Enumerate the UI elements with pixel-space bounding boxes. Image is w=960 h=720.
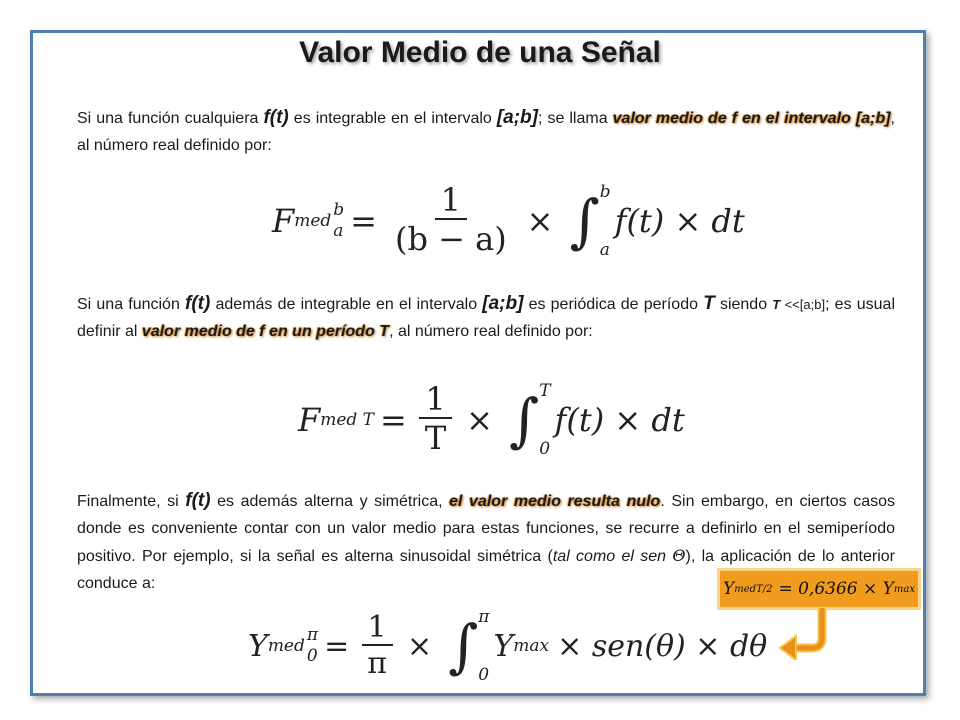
integral-sign: ∫ xyxy=(569,187,600,255)
fraction: $\frac{1}{T}$ xyxy=(419,382,452,458)
highlight-valor-nulo: el valor medio resulta nulo xyxy=(449,493,661,510)
fraction: $\frac{1}{\pi}$ xyxy=(361,611,393,682)
paragraph-periodic: Si una función f(t) además de integrable en el intervalo [a;b] es periódica de período T siendo T <<[a;b]; es usual definir al valor medio de f en un período T, al número real definido por: xyxy=(77,293,895,340)
formula-valor-medio-semiperiodo: Y med π 0 = $\frac{1}{\pi}$ × ∫ π 0 Y max × sen(θ) × dθ xyxy=(248,607,768,685)
integral-sign: ∫ xyxy=(508,386,540,454)
formula-valor-medio-intervalo: F med b a = $\frac{1}{(b - a)}$ × ∫ b a f(t) × dt xyxy=(272,181,745,260)
slide-title: Valor Medio de una Señal xyxy=(299,36,661,69)
fraction: $\frac{1}{(b - a)}$ xyxy=(394,181,507,259)
formula-valor-medio-periodo: F med T = $\frac{1}{T}$ × ∫ T 0 f(t) × dt xyxy=(298,380,685,459)
return-arrow-icon xyxy=(776,608,830,660)
highlight-valor-medio-periodo: valor medio de f en un período T xyxy=(141,323,390,340)
highlight-valor-medio: valor medio de f en el intervalo [a;b] xyxy=(612,110,891,127)
paragraph-alterna: Finalmente, si f(t) es además alterna y simétrica, el valor medio resulta nulo. Sin embargo, en ciertos casos donde es conveniente contar con un valor medio para estas funciones, se recurre a definirlo en el semiperíodo positivo. Por ejemplo, si la señal es alterna sinusoidal simétrica (tal como el sen Θ), la aplicación de lo anterior conduce a: xyxy=(77,490,896,592)
integral-sign: ∫ xyxy=(448,612,479,680)
paragraph-definition: Si una función cualquiera f(t) es integrable en el intervalo [a;b]; se llama valor medio de f en el intervalo [a;b], al número real definido por: xyxy=(77,107,895,154)
result-badge: Y medT/2 = 0,6366 × Y max xyxy=(717,568,921,610)
